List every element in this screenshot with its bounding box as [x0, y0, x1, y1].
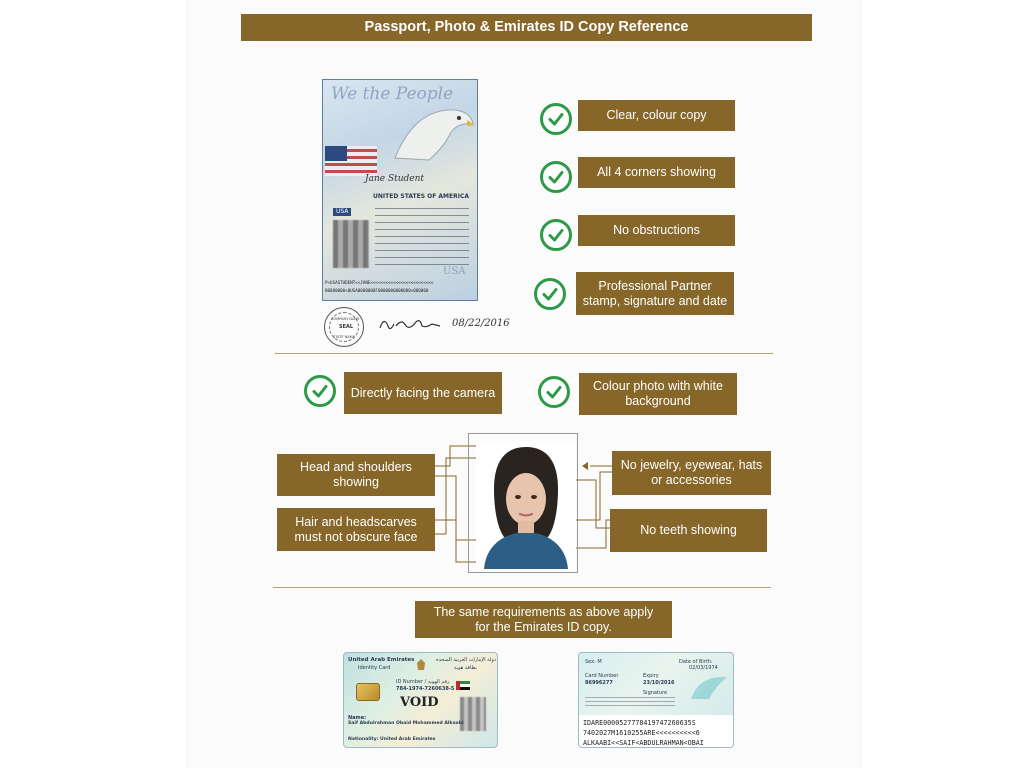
- emirates-id-front: United Arab Emirates دولة الإمارات العربية المتحدة Identity Card بطاقة هوية ID Number / رقم الهوية 784-1974-7260638-5 VOID Name: Saif Abdulrahman Obaid Mohammed Alkaabi Nationality: United Arab Emirates: [343, 652, 498, 748]
- passport-signature: Jane Student: [365, 174, 425, 184]
- passport-usa-watermark: USA: [443, 266, 466, 277]
- certification-date: 08/22/2016: [452, 318, 510, 329]
- company-seal-stamp: COMPANY NAME SEAL STATE NAME: [324, 307, 364, 347]
- passport-mrz-1: P<USASTUDENT<<JANE<<<<<<<<<<<<<<<<<<<<<<<<<: [325, 280, 434, 285]
- passport-country-mark: USA: [333, 208, 351, 216]
- passport-issuer: UNITED STATES OF AMERICA: [373, 193, 470, 200]
- passport-mrz-2: 00000000<0USA0000000F0000000000000<000000: [325, 288, 429, 293]
- check-no-obstructions: No obstructions: [578, 215, 735, 246]
- callout-no-jewelry: No jewelry, eyewear, hats or accessories: [612, 451, 771, 495]
- card-watermark-icon: [689, 671, 729, 701]
- check-all-corners-showing: All 4 corners showing: [578, 157, 735, 188]
- check-directly-facing-camera: Directly facing the camera: [344, 372, 502, 414]
- id-mrz-3: ALKAABI<<SAIF<ABDULRAHMAN<OBAI: [583, 739, 704, 747]
- page-title: Passport, Photo & Emirates ID Copy Reference: [241, 14, 812, 41]
- section-divider: [273, 587, 771, 588]
- chip-icon: [356, 683, 380, 701]
- check-clear-colour-copy: Clear, colour copy: [578, 100, 735, 131]
- check-partner-stamp-signature-date: Professional Partner stamp, signature and date: [576, 272, 734, 315]
- uae-flag-icon: [456, 681, 470, 690]
- emirates-id-note: The same requirements as above apply for the Emirates ID copy.: [415, 601, 672, 638]
- id-mrz-2: 7402027M1610255ARE<<<<<<<<<<6: [583, 729, 700, 737]
- portrait-photo: [476, 441, 576, 569]
- emblem-icon: [416, 659, 426, 671]
- callout-no-teeth: No teeth showing: [610, 509, 767, 552]
- callout-hair-headscarves: Hair and headscarves must not obscure face: [277, 508, 435, 551]
- id-mrz-1: IDARE0000527778419747260635S: [583, 719, 696, 727]
- passport-header-script: We the People: [331, 84, 454, 104]
- callout-head-shoulders: Head and shoulders showing: [277, 454, 435, 496]
- check-colour-photo-white-background: Colour photo with white background: [579, 373, 737, 415]
- emirates-id-back: Sex: M Date of Birth: 02/03/1974 Card Number 86996277 Expiry 23/10/2016 Signature IDARE0000527778419747260635S 7402027M1610255ARE<<<<<<<<<<6 ALKAABI<<SAIF<ABDULRAHMAN<OBAI: [578, 652, 734, 748]
